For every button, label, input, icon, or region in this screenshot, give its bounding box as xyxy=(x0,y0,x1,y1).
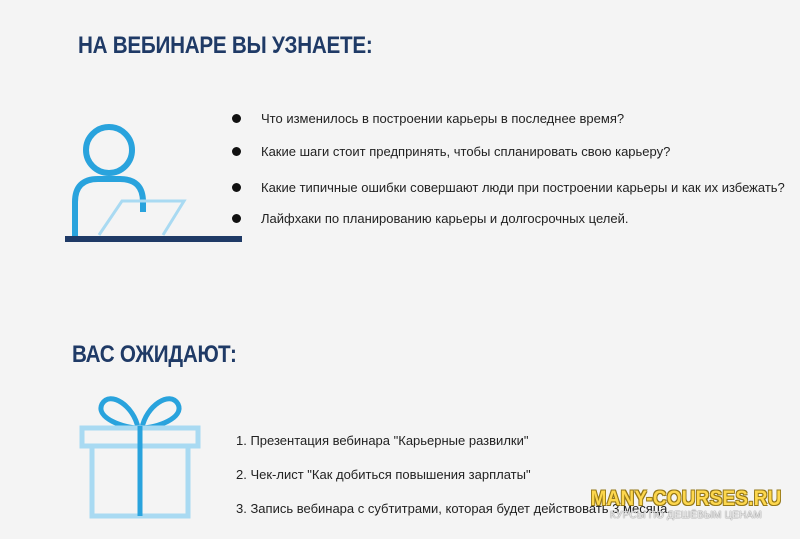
expect-list-item: 3. Запись вебинара с субтитрами, которая будет действовать 3 месяца. xyxy=(236,501,672,516)
learn-list-item xyxy=(232,110,785,128)
expect-list-item: 1. Презентация вебинара "Карьерные развилки" xyxy=(236,433,529,448)
learn-item-text: Какие шаги стоит предпринять, чтобы спланировать свою карьеру? xyxy=(261,144,671,159)
section-heading-expect: ВАС ОЖИДАЮТ: xyxy=(72,341,237,368)
learn-list-item xyxy=(232,210,785,228)
watermark-subtitle: КУРСЫ ПО ДЕШЁВЫМ ЦЕНАМ xyxy=(609,510,762,521)
bullet-icon xyxy=(232,147,241,156)
expect-list-item: 2. Чек-лист "Как добиться повышения зарплаты" xyxy=(236,467,531,482)
learn-list-item xyxy=(232,179,785,197)
learn-list xyxy=(232,110,785,228)
gift-box-icon xyxy=(78,388,202,520)
learn-list-item xyxy=(232,143,785,161)
watermark xyxy=(580,487,792,521)
section-heading-learn: НА ВЕБИНАРЕ ВЫ УЗНАЕТЕ: xyxy=(78,32,373,59)
bullet-icon xyxy=(232,214,241,223)
learn-item-text: Какие типичные ошибки совершают люди при построении карьеры и как их избежать? xyxy=(261,180,785,195)
learn-item-text: Лайфхаки по планированию карьеры и долгосрочных целей. xyxy=(261,211,629,226)
bullet-icon xyxy=(232,183,241,192)
watermark-title: MANY-COURSES.RU xyxy=(590,487,782,510)
person-at-laptop-icon xyxy=(62,122,244,246)
learn-item-text: Что изменилось в построении карьеры в последнее время? xyxy=(261,111,625,126)
bullet-icon xyxy=(232,114,241,123)
